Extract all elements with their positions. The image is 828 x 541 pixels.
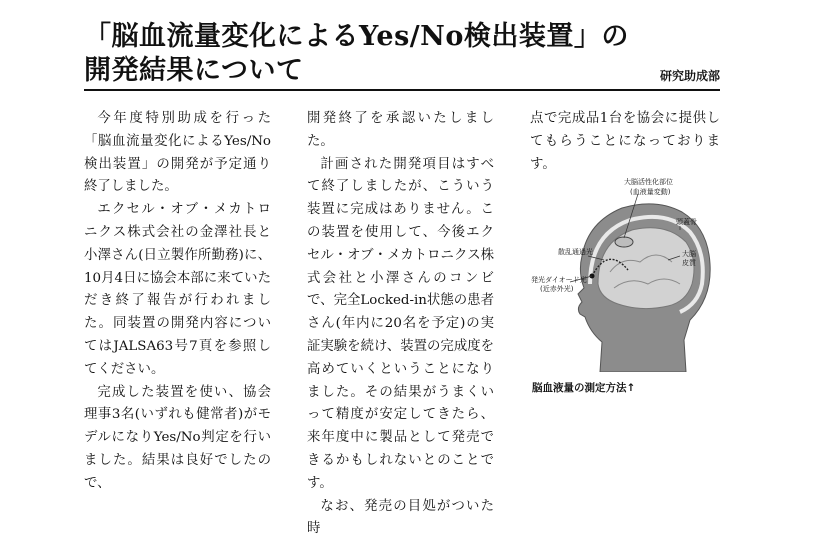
brain-measurement-figure	[530, 172, 720, 372]
column-3	[530, 108, 720, 176]
paragraph: 開発終了を承認いたしました。	[307, 111, 494, 149]
article-title	[84, 20, 629, 88]
paragraph: エクセル・オブ・メカトロニクス株式会社の金澤社長と小澤さん(日立製作所勤務)に、10月4日に協会本部に来ていただき終了報告が行われました。同装置の開発内容についてはJALSA63号7頁を参照してください。	[84, 202, 271, 377]
label-scatter: 散乱通過光	[558, 248, 593, 256]
paragraph: 点で完成品1台を協会に提供してもらうことになっております。	[530, 111, 720, 172]
paragraph: 今年度特別助成を行った「脳血流量変化によるYes/No検出装置」の開発が予定通り終了しました。	[84, 111, 271, 195]
department-label: 研究助成部	[659, 69, 720, 83]
figure-caption: 脳血液量の測定方法↑	[532, 382, 636, 394]
paragraph: 完成した装置を使い、協会理事3名(いずれも健常者)がモデルになりYes/No判定を行いました。結果は良好でしたので、	[84, 384, 271, 491]
label-emitter: 発光ダイオード光	[531, 276, 587, 284]
label-activation-sub: (血液量変動)	[630, 188, 671, 196]
label-skull: 頭蓋骨	[676, 218, 697, 226]
paragraph: 計画された開発項目はすべて終了しましたが、こういう装置に完成はありません。この装置を使用して、今後エクセル・オブ・メカトロニクス株式会社と小澤さんのコンビで、完全Locked-in状態の患者さん(年内に20名を予定)の実証実験を続け、装置の完成度を高めていくということになりました。その結果がうまくいって精度が安定してきたら、来年度中に製品として発売できるかもしれないとのことです。	[307, 156, 494, 491]
label-emitter-sub: (近赤外光)	[540, 285, 574, 293]
title-line-1: 「脳血流量変化によるYes/No検出装置」の	[84, 21, 629, 52]
column-1	[84, 108, 271, 496]
column-2	[307, 108, 494, 541]
paragraph: なお、発売の目処がついた時	[307, 498, 494, 537]
title-rule	[84, 89, 720, 91]
activation-area	[615, 237, 633, 247]
label-cortex: 大脳	[682, 250, 696, 258]
label-cortex-sub: 皮質	[682, 259, 696, 267]
label-activation: 大脳活性化部位	[624, 178, 673, 186]
title-line-2: 開発結果について	[84, 55, 304, 86]
